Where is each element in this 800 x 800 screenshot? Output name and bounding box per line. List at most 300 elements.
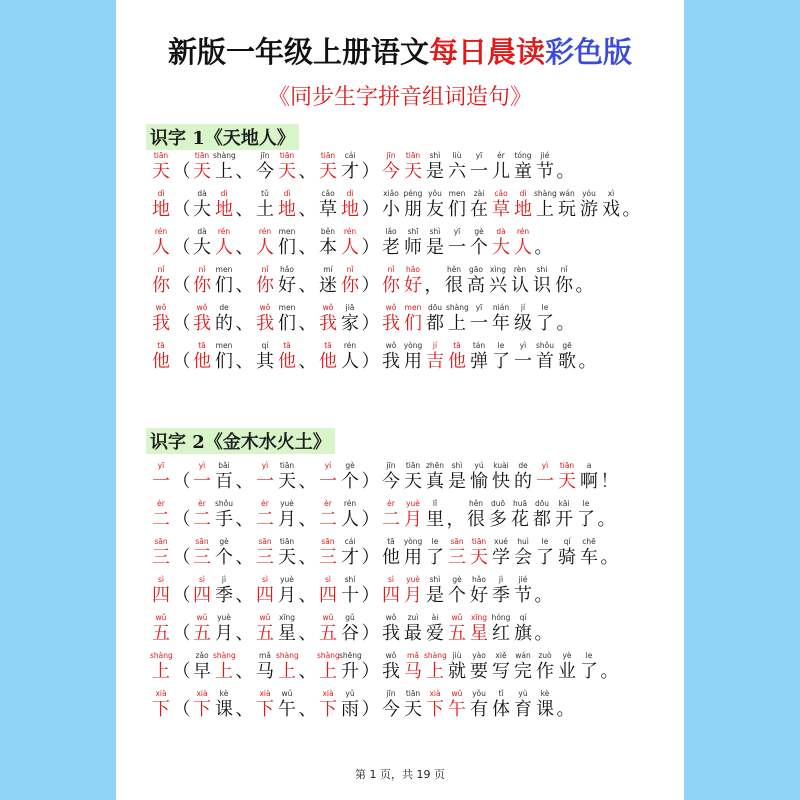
pinyin: dì: [157, 189, 165, 198]
pinyin: [361, 226, 380, 237]
pinyin: ài: [431, 613, 439, 622]
hanzi: 师: [404, 237, 422, 258]
character: [276, 688, 298, 721]
hanzi: ）: [361, 509, 380, 530]
character: [490, 688, 512, 721]
punctuation: [361, 226, 380, 259]
hanzi: 午: [278, 699, 296, 720]
punctuation: [446, 498, 465, 531]
hanzi: 们: [278, 313, 296, 334]
pinyin: [298, 226, 317, 237]
punctuation: [298, 264, 317, 297]
pinyin: gè: [474, 227, 484, 236]
hanzi: 花: [511, 509, 529, 530]
punctuation: [424, 264, 443, 297]
character: [339, 226, 361, 259]
hanzi: 车: [580, 547, 598, 568]
hanzi: ）: [361, 661, 380, 682]
hanzi: 天: [152, 161, 170, 182]
pinyin: [172, 536, 191, 547]
character: [380, 226, 402, 259]
pinyin: [600, 536, 619, 547]
pinyin: èr: [324, 499, 332, 508]
punctuation: [298, 226, 317, 259]
pinyin: huì: [517, 537, 529, 546]
punctuation: [172, 340, 191, 373]
hanzi: 一: [256, 471, 274, 492]
character: [191, 650, 213, 683]
character: [490, 188, 512, 221]
hanzi: 、: [298, 509, 317, 530]
pinyin: dì: [283, 189, 291, 198]
hanzi: 十: [341, 585, 359, 606]
hanzi: 才: [341, 547, 359, 568]
hanzi: 高: [467, 275, 485, 296]
hanzi: 、: [235, 509, 254, 530]
pinyin: shǒu: [535, 341, 554, 350]
hanzi: 地: [215, 199, 233, 220]
hanzi: （: [172, 547, 191, 568]
character: [254, 340, 276, 373]
pinyin: [235, 460, 254, 471]
pinyin: yì: [519, 341, 527, 350]
character: [402, 460, 424, 493]
hanzi: 六: [448, 161, 466, 182]
character: [468, 302, 490, 335]
pinyin: tán: [472, 341, 486, 350]
hanzi: 地: [152, 199, 170, 220]
pinyin: de: [219, 303, 229, 312]
pinyin: wǔ: [196, 613, 208, 622]
pinyin: [298, 460, 317, 471]
character: [339, 498, 361, 531]
pinyin: [361, 574, 380, 585]
pinyin: kè: [540, 689, 550, 698]
hanzi: 了: [492, 351, 510, 372]
hanzi: 很: [445, 275, 463, 296]
hanzi: 马: [256, 661, 274, 682]
punctuation: [361, 302, 380, 335]
hanzi: 季: [492, 585, 510, 606]
hanzi: 、: [298, 313, 317, 334]
character: [468, 150, 490, 183]
hanzi: （: [172, 585, 191, 606]
punctuation: [235, 574, 254, 607]
hanzi: （: [172, 161, 191, 182]
pinyin: yù: [518, 689, 528, 698]
character: [534, 150, 556, 183]
pinyin: [361, 688, 380, 699]
hanzi: ，: [424, 275, 443, 296]
pinyin: [298, 150, 317, 161]
pinyin: gè: [219, 537, 229, 546]
hanzi: 、: [235, 585, 254, 606]
pinyin: [235, 650, 254, 661]
pinyin: sì: [325, 575, 331, 584]
hanzi: 、: [298, 237, 317, 258]
character: [512, 460, 534, 493]
hanzi: 大: [193, 237, 211, 258]
hanzi: 朋: [404, 199, 422, 220]
character: [424, 460, 446, 493]
pinyin: shàng: [213, 651, 236, 660]
pinyin: sān: [258, 537, 272, 546]
punctuation: [556, 150, 575, 183]
character: [339, 460, 361, 493]
character: [446, 536, 468, 569]
character: [424, 650, 446, 683]
hanzi: 百: [215, 471, 233, 492]
pinyin: shì: [451, 461, 463, 470]
hanzi: 你: [382, 275, 400, 296]
pinyin: nǐ: [560, 265, 568, 274]
pinyin: [361, 302, 380, 313]
pinyin: [361, 498, 380, 509]
document-page: [116, 0, 684, 800]
character: [424, 574, 446, 607]
character: [512, 226, 534, 259]
hanzi: 啊: [580, 471, 598, 492]
character: [509, 264, 531, 297]
pinyin: wǔ: [451, 689, 463, 698]
character: [578, 188, 600, 221]
punctuation: [600, 650, 619, 683]
hanzi: 们: [215, 351, 233, 372]
hanzi: 是: [426, 237, 444, 258]
pinyin: xìng: [489, 265, 507, 274]
hanzi: 马: [404, 661, 422, 682]
pinyin: dà: [197, 227, 207, 236]
pinyin: [172, 612, 191, 623]
punctuation: [235, 150, 254, 183]
character: [191, 188, 213, 221]
punctuation: [575, 264, 594, 297]
character: [443, 264, 465, 297]
character: [556, 650, 578, 683]
punctuation: [235, 302, 254, 335]
character: [512, 302, 534, 335]
character: [402, 650, 424, 683]
pinyin: shì: [429, 575, 441, 584]
character: [339, 264, 361, 297]
character: [191, 340, 213, 373]
pinyin: jié: [518, 575, 528, 584]
pinyin: [600, 460, 619, 471]
character: [213, 264, 235, 297]
hanzi: 。: [534, 585, 553, 606]
pinyin: shàng: [150, 651, 173, 660]
hanzi: 天: [558, 471, 576, 492]
hanzi: ）: [361, 199, 380, 220]
punctuation: [361, 612, 380, 645]
pinyin: [172, 302, 191, 313]
character: [150, 150, 172, 183]
hanzi: 下: [319, 699, 337, 720]
sentence-line: [150, 688, 575, 726]
hanzi: 了: [426, 547, 444, 568]
character: [317, 302, 339, 335]
character: [468, 650, 490, 683]
sentence-line: [150, 188, 641, 226]
character: [339, 302, 361, 335]
punctuation: [298, 498, 317, 531]
hanzi: 大: [492, 237, 510, 258]
character: [512, 612, 534, 645]
pinyin: qí: [261, 341, 269, 350]
hanzi: 、: [235, 199, 254, 220]
pinyin: [534, 612, 553, 623]
hanzi: 、: [235, 275, 254, 296]
hanzi: 小: [382, 199, 400, 220]
pinyin: [298, 498, 317, 509]
hanzi: 你: [152, 275, 170, 296]
hanzi: 。: [556, 699, 575, 720]
hanzi: 我: [193, 313, 211, 334]
punctuation: [172, 688, 191, 721]
character: [534, 650, 556, 683]
pinyin: yì: [261, 461, 269, 470]
hanzi: 我: [382, 623, 400, 644]
hanzi: 三: [152, 547, 170, 568]
pinyin: tā: [387, 537, 395, 546]
character: [424, 688, 446, 721]
character: [254, 498, 276, 531]
character: [424, 536, 446, 569]
character: [150, 340, 172, 373]
character: [254, 460, 276, 493]
character: [150, 302, 172, 335]
sentence-line: [150, 536, 619, 574]
pinyin: sān: [321, 537, 335, 546]
hanzi: 们: [215, 275, 233, 296]
character: [490, 536, 512, 569]
hanzi: 本: [319, 237, 337, 258]
character: [490, 460, 512, 493]
pinyin: yì: [541, 461, 549, 470]
punctuation: [361, 536, 380, 569]
character: [276, 650, 298, 683]
character: [534, 460, 556, 493]
character: [276, 340, 298, 373]
character: [446, 226, 468, 259]
hanzi: 吉: [426, 351, 444, 372]
punctuation: [361, 498, 380, 531]
pinyin: xià: [155, 689, 167, 698]
pinyin: [172, 460, 191, 471]
hanzi: 学: [492, 547, 510, 568]
hanzi: 我: [152, 313, 170, 334]
pinyin: xiǎo: [383, 189, 399, 198]
character: [600, 188, 622, 221]
sentence-line: [150, 650, 619, 688]
pinyin: jì: [221, 575, 227, 584]
title-part-2: 每日晨读: [428, 35, 545, 69]
hanzi: 上: [278, 661, 296, 682]
hanzi: 上: [426, 661, 444, 682]
pinyin: [298, 536, 317, 547]
pinyin: shàng: [213, 151, 236, 160]
hanzi: ）: [361, 351, 380, 372]
pinyin: [534, 574, 553, 585]
character: [402, 150, 424, 183]
character: [380, 340, 402, 373]
character: [490, 574, 512, 607]
hanzi: 我: [382, 351, 400, 372]
hanzi: 星: [278, 623, 296, 644]
punctuation: [235, 498, 254, 531]
punctuation: [172, 302, 191, 335]
pinyin: rén: [343, 227, 357, 236]
character: [213, 302, 235, 335]
character: [213, 188, 235, 221]
character: [468, 460, 490, 493]
hanzi: 天: [404, 471, 422, 492]
character: [534, 188, 556, 221]
character: [191, 498, 213, 531]
hanzi: 很: [467, 509, 485, 530]
pinyin: jīn: [386, 461, 396, 470]
character: [468, 226, 490, 259]
hanzi: 一: [470, 313, 488, 334]
sentence-line: [150, 302, 575, 340]
pinyin: duō: [490, 499, 506, 508]
punctuation: [298, 536, 317, 569]
hanzi: 个: [448, 585, 466, 606]
pinyin: wǒ: [322, 303, 334, 312]
character: [402, 340, 424, 373]
hanzi: 用: [404, 351, 422, 372]
pinyin: hǎo: [472, 575, 486, 584]
hanzi: ）: [361, 313, 380, 334]
hanzi: 最: [404, 623, 422, 644]
character: [213, 688, 235, 721]
pinyin: nǐ: [157, 265, 165, 274]
hanzi: ）: [361, 547, 380, 568]
pinyin: hóng: [491, 613, 511, 622]
punctuation: [600, 460, 619, 493]
hanzi: 他: [278, 351, 296, 372]
hanzi: 个: [341, 471, 359, 492]
hanzi: 红: [492, 623, 510, 644]
pinyin: [172, 150, 191, 161]
pinyin: ér: [497, 151, 505, 160]
punctuation: [361, 574, 380, 607]
pinyin: dì: [519, 189, 527, 198]
character: [380, 650, 402, 683]
punctuation: [298, 340, 317, 373]
character: [317, 460, 339, 493]
pinyin: zuò: [538, 651, 552, 660]
pinyin: de: [518, 461, 528, 470]
hanzi: 大: [193, 199, 211, 220]
character: [446, 650, 468, 683]
pinyin: [298, 340, 317, 351]
hanzi: 、: [298, 661, 317, 682]
pinyin: [578, 340, 597, 351]
hanzi: 升: [341, 661, 359, 682]
pinyin: [172, 498, 191, 509]
pinyin: cǎo: [494, 189, 508, 198]
hanzi: 三: [448, 547, 466, 568]
pinyin: yuè: [280, 499, 294, 508]
pinyin: [235, 688, 254, 699]
character: [556, 460, 578, 493]
hanzi: 五: [256, 623, 274, 644]
punctuation: [172, 150, 191, 183]
pinyin: chē: [582, 537, 596, 546]
hanzi: 们: [404, 313, 422, 334]
pinyin: tā: [198, 341, 206, 350]
pinyin: xué: [494, 537, 508, 546]
hanzi: 二: [319, 509, 337, 530]
hanzi: （: [172, 509, 191, 530]
pinyin: gē: [562, 341, 572, 350]
character: [512, 536, 534, 569]
hanzi: 早: [193, 661, 211, 682]
pinyin: huā: [512, 499, 528, 508]
character: [339, 688, 361, 721]
punctuation: [597, 498, 616, 531]
character: [531, 264, 553, 297]
punctuation: [172, 574, 191, 607]
hanzi: 你: [193, 275, 211, 296]
hanzi: 他: [382, 547, 400, 568]
pinyin: tiān: [279, 461, 295, 470]
character: [254, 650, 276, 683]
pinyin: nǐ: [346, 265, 354, 274]
character: [317, 650, 339, 683]
pinyin: tǐ: [498, 689, 504, 698]
hanzi: 上: [152, 661, 170, 682]
hanzi: 。: [597, 509, 616, 530]
character: [512, 188, 534, 221]
hanzi: 里: [426, 509, 444, 530]
character: [468, 688, 490, 721]
punctuation: [172, 498, 191, 531]
character: [213, 498, 235, 531]
character: [317, 340, 339, 373]
hanzi: 老: [382, 237, 400, 258]
pinyin: tā: [157, 341, 165, 350]
pinyin: sān: [195, 537, 209, 546]
punctuation: [235, 460, 254, 493]
punctuation: [298, 688, 317, 721]
hanzi: 今: [256, 161, 274, 182]
hanzi: 写: [492, 661, 510, 682]
hanzi: 认: [511, 275, 529, 296]
character: [487, 264, 509, 297]
pinyin: yī: [475, 303, 483, 312]
hanzi: 三: [319, 547, 337, 568]
character: [213, 460, 235, 493]
character: [490, 302, 512, 335]
hanzi: 。: [556, 161, 575, 182]
character: [556, 188, 578, 221]
pinyin: jí: [432, 341, 438, 350]
pinyin: [361, 650, 380, 661]
character: [339, 340, 361, 373]
hanzi: 游: [580, 199, 598, 220]
hanzi: 童: [514, 161, 532, 182]
pinyin: shi: [536, 265, 548, 274]
character: [191, 536, 213, 569]
character: [380, 302, 402, 335]
pinyin: [172, 574, 191, 585]
hanzi: ）: [361, 585, 380, 606]
pinyin: xià: [322, 689, 334, 698]
sentence-line: [150, 612, 553, 650]
character: [254, 302, 276, 335]
